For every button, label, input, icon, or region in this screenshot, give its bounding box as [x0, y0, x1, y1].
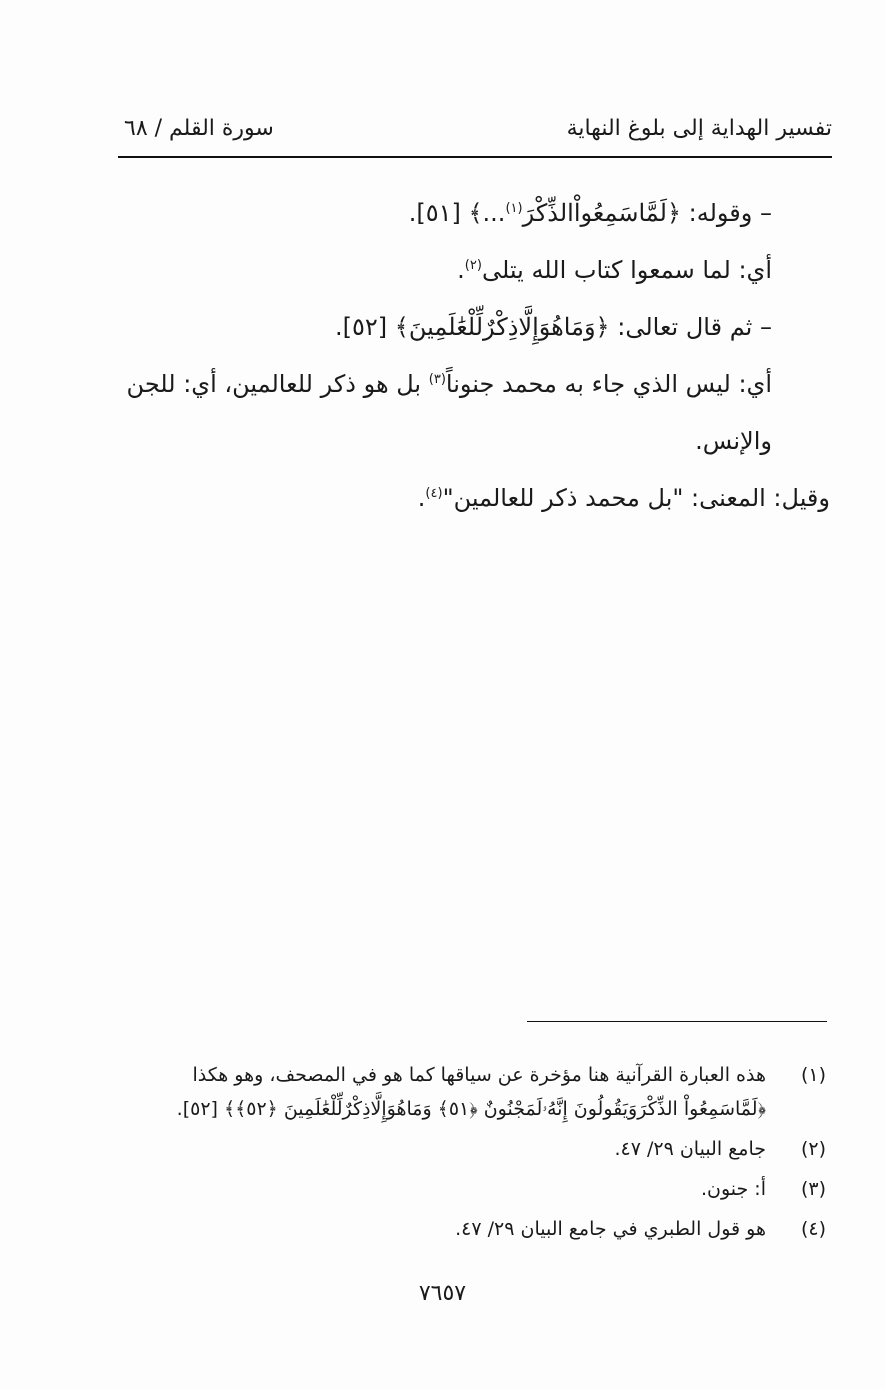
footnote-3-number: (٣): [800, 1178, 826, 1200]
quran-quote-2: ﴿وَمَاهُوَإِلَّاذِكْرٌلِّلْعَٰلَمِينَ﴾: [394, 313, 610, 341]
footnote-2-number: (٢): [800, 1138, 826, 1160]
footnote-4-text: هو قول الطبري في جامع البيان ٢٩/ ٤٧.: [455, 1218, 766, 1240]
paragraph-1: [118, 185, 830, 242]
running-header: [118, 112, 832, 156]
paragraph-3: [118, 299, 830, 356]
paragraph-4-text-b: بل هو ذكر للعالمين، أي: للجن والإنس.: [126, 370, 772, 455]
footnotes: [118, 1058, 830, 1252]
footnote-3-text: أ: جنون.: [700, 1178, 766, 1200]
footnote-2-text: جامع البيان ٢٩/ ٤٧.: [614, 1138, 766, 1160]
footnote-ref-4: (٤): [425, 486, 443, 501]
footnote-4: [118, 1212, 830, 1246]
footnote-1-text: هذه العبارة القرآنية هنا مؤخرة عن سياقها كما هو في المصحف، وهو هكذا ﴿لَمَّاسَمِعُواْ الذِّكْرَوَيَقُولُونَ إِنَّهُۥلَمَجْنُونٌ ﴿٥١﴾ وَمَاهُوَإِلَّاذِكْرٌلِّلْعَٰلَمِينَ ﴿٥٢﴾﴾ [٥٢].: [176, 1064, 766, 1120]
book-title: تفسير الهداية إلى بلوغ النهاية: [566, 116, 832, 141]
quran-quote-1: ﴿لَمَّاسَمِعُواْالذِّكْرَ: [522, 199, 682, 227]
paragraph-1-prefix: – وقوله:: [681, 199, 772, 227]
footnote-separator: [527, 1021, 827, 1022]
paragraph-2-suffix: .: [457, 256, 465, 284]
footnote-ref-3: (٣): [428, 372, 446, 387]
paragraph-5-text: وقيل: المعنى: "بل محمد ذكر للعالمين": [442, 484, 830, 512]
paragraph-5-suffix: .: [417, 484, 426, 512]
page-number: ٧٦٥٧: [418, 1281, 467, 1306]
paragraph-3-prefix: – ثم قال تعالى:: [609, 313, 772, 341]
surah-label: سورة القلم / ٦٨: [124, 116, 274, 141]
paragraph-5: [118, 470, 830, 527]
paragraph-2: [118, 242, 830, 299]
paragraph-3-suffix: [٥٢].: [335, 313, 395, 341]
footnote-3: [118, 1172, 830, 1206]
footnote-2: [118, 1132, 830, 1166]
footnote-ref-1: (١): [505, 201, 523, 216]
footnote-1-number: (١): [800, 1064, 826, 1086]
paragraph-1-suffix: ...﴾ [٥١].: [408, 199, 506, 227]
footnote-ref-2: (٢): [464, 258, 482, 273]
paragraph-2-text: أي: لما سمعوا كتاب الله يتلى: [481, 256, 772, 284]
paragraph-4: [118, 356, 830, 470]
footnote-1: [118, 1058, 830, 1126]
paragraph-4-text-a: أي: ليس الذي جاء به محمد جنوناً: [445, 370, 772, 398]
header-rule: [118, 156, 832, 158]
footnote-4-number: (٤): [800, 1218, 826, 1240]
main-text: [118, 185, 830, 527]
